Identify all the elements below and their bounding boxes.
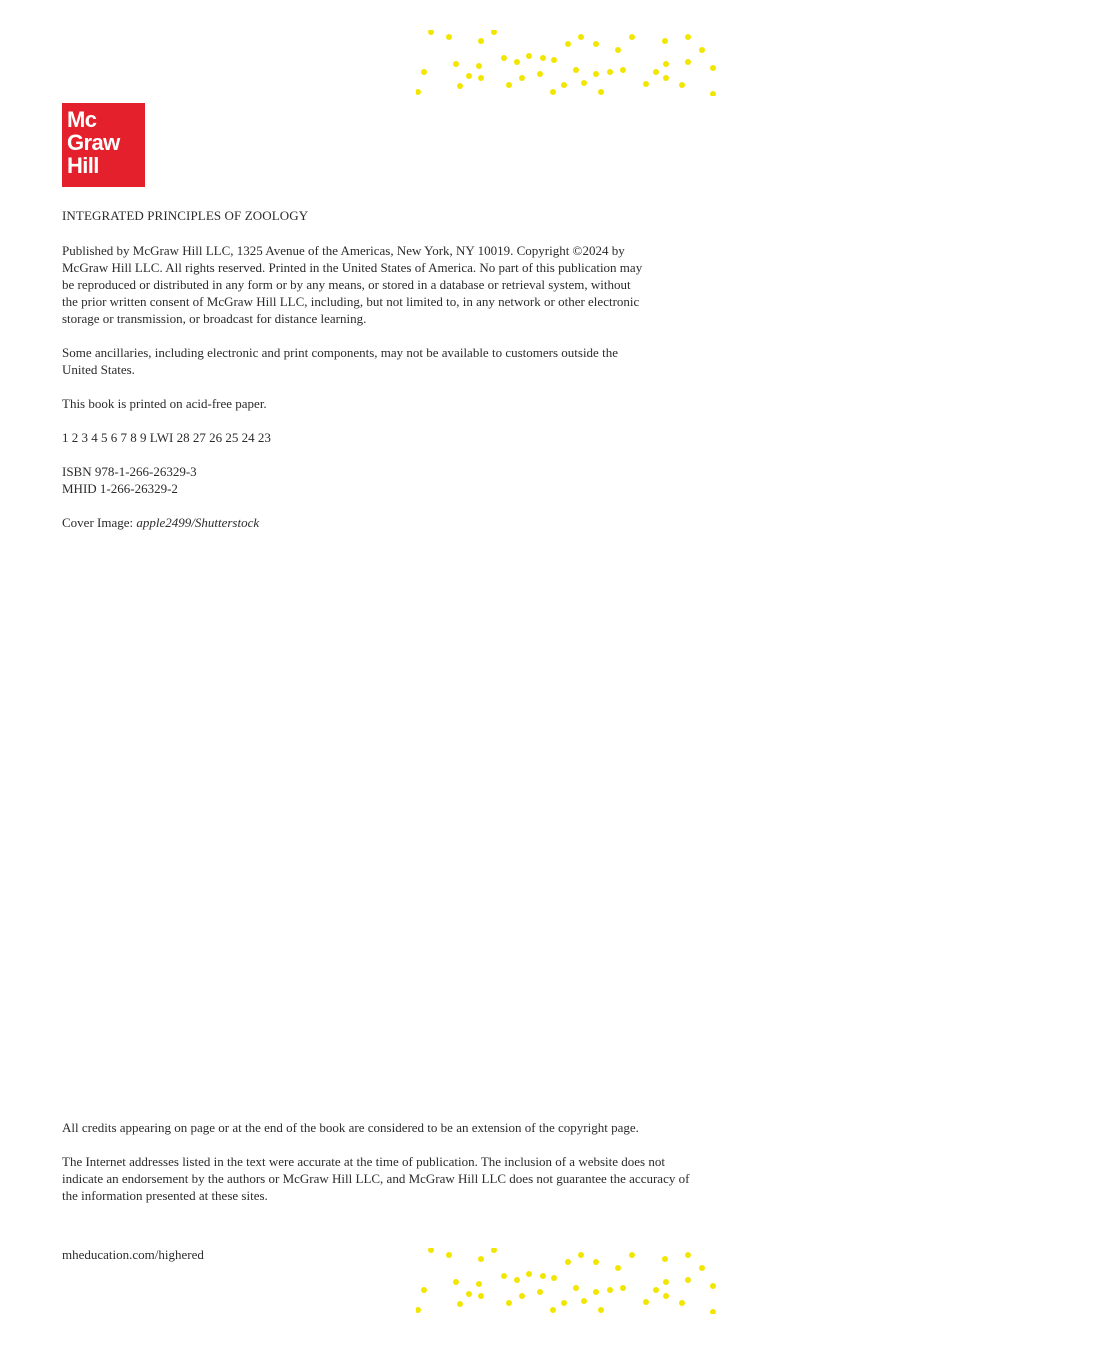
publisher-notice bbox=[62, 242, 692, 327]
copyright-content bbox=[62, 207, 692, 548]
cover-image-credit bbox=[62, 514, 692, 531]
decorative-dots-bottom bbox=[416, 1248, 718, 1314]
ancillaries-notice-line: Some ancillaries, including electronic and print components, may not be available to customers outside the bbox=[62, 345, 618, 360]
printing-line: 1 2 3 4 5 6 7 8 9 LWI 28 27 26 25 24 23 bbox=[62, 430, 271, 445]
publisher-notice-line: storage or transmission, or broadcast for distance learning. bbox=[62, 311, 367, 326]
credits-notice: All credits appearing on page or at the end of the book are considered to be an extension of the copyright page. bbox=[62, 1120, 639, 1135]
internet-notice-line: The Internet addresses listed in the text were accurate at the time of publication. The inclusion of a website does bbox=[62, 1154, 646, 1169]
book-title: INTEGRATED PRINCIPLES OF ZOOLOGY bbox=[62, 208, 309, 223]
logo-line-3: Hill bbox=[67, 153, 99, 178]
internet-notice-line: not indicate an endorsement by the authors or McGraw Hill LLC, and McGraw Hill LLC does not guarantee the bbox=[62, 1154, 665, 1186]
publisher-notice-line: be reproduced or distributed in any form or by any means, or stored in a database or retrieval system, without bbox=[62, 277, 631, 292]
cover-image-source: apple2499/Shutterstock bbox=[136, 515, 260, 530]
mcgraw-hill-logo bbox=[62, 103, 145, 187]
logo-line-1: Mc bbox=[67, 107, 97, 132]
decorative-dots-top bbox=[416, 30, 718, 96]
publisher-notice-line: McGraw Hill LLC. All rights reserved. Printed in the United States of America. No part of this publication may bbox=[62, 260, 643, 275]
internet-notice bbox=[62, 1153, 692, 1204]
internet-notice-line: accuracy of the information presented at these sites. bbox=[62, 1171, 690, 1203]
website-url: mheducation.com/highered bbox=[62, 1247, 204, 1262]
footer-notices bbox=[62, 1119, 692, 1221]
publisher-notice-line: Published by McGraw Hill LLC, 1325 Avenue of the Americas, New York, NY 10019. Copyright ©2024 by bbox=[62, 243, 625, 258]
ancillaries-notice bbox=[62, 344, 692, 378]
identifiers bbox=[62, 463, 692, 497]
paper-notice: This book is printed on acid-free paper. bbox=[62, 396, 267, 411]
isbn: ISBN 978-1-266-26329-3 bbox=[62, 464, 197, 479]
logo-line-2: Graw bbox=[67, 130, 120, 155]
cover-image-label: Cover Image: bbox=[62, 515, 137, 530]
mhid: MHID 1-266-26329-2 bbox=[62, 481, 178, 496]
publisher-notice-line: the prior written consent of McGraw Hill LLC, including, but not limited to, in any network or other electronic bbox=[62, 294, 640, 309]
ancillaries-notice-line: United States. bbox=[62, 362, 135, 377]
